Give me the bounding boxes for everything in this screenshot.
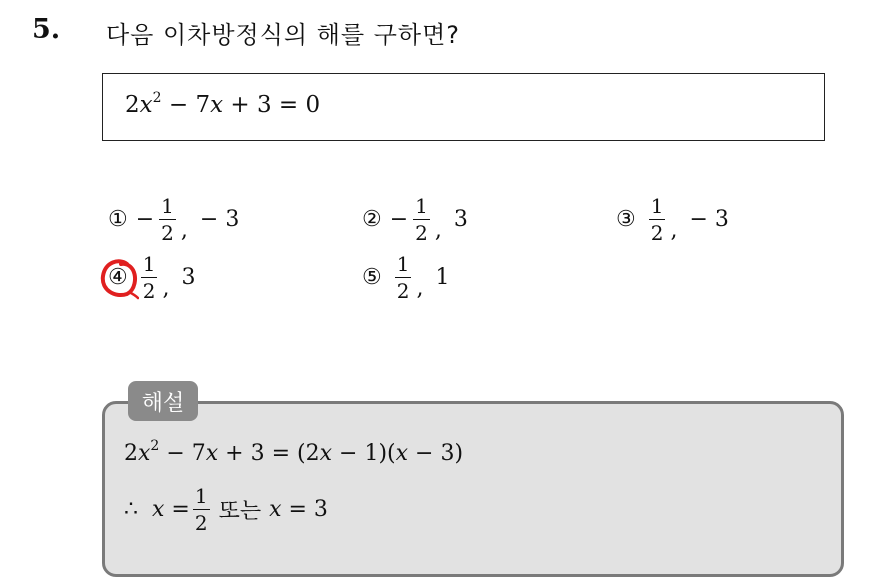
- fraction-bar: [159, 219, 176, 220]
- solution-factorization: $2x^2 - 7x + 3 = (2x - 1)(x - 3)$: [124, 438, 464, 466]
- question-number: 5.: [32, 14, 61, 45]
- choice-1-den: 2: [161, 221, 174, 245]
- choice-3-second: − 3: [689, 207, 729, 232]
- choice-1-second: − 3: [199, 207, 240, 232]
- solution-or: 또는: [218, 499, 262, 524]
- solution-line-2: [124, 486, 328, 533]
- choice-3[interactable]: [616, 196, 729, 243]
- eq-exp: 2: [152, 90, 162, 106]
- solution-den: 2: [194, 511, 208, 535]
- choice-3-num: 1: [650, 194, 664, 218]
- choice-3-den: 2: [650, 221, 664, 245]
- fraction-bar: [649, 219, 666, 220]
- solution-line-1: [124, 438, 464, 466]
- solution-line-2-prefix: ∴ x =: [124, 497, 190, 522]
- equation-box: [102, 73, 825, 141]
- question-text: 다음 이차방정식의 해를 구하면?: [106, 21, 461, 49]
- choice-2-sep: ,: [434, 218, 442, 243]
- choice-5-num: 1: [396, 252, 410, 276]
- choice-2[interactable]: [362, 196, 468, 243]
- choice-2-mark: ②: [362, 207, 382, 232]
- choice-5-mark: ⑤: [362, 265, 382, 290]
- choice-4-sep: ,: [162, 276, 170, 301]
- eq-var2: x: [210, 92, 224, 118]
- choice-1-mark: ①: [108, 207, 128, 232]
- choice-1[interactable]: [108, 196, 239, 243]
- fraction-bar: [395, 277, 412, 278]
- choice-3-sep: ,: [670, 218, 678, 243]
- choice-2-sign: −: [389, 207, 409, 232]
- choice-1-sign: −: [135, 207, 155, 232]
- choice-2-fraction: [413, 196, 430, 243]
- solution-label: 해설: [128, 381, 198, 421]
- fraction-bar: [141, 277, 158, 278]
- solution-line-2-suffix: x = 3: [269, 497, 328, 522]
- choice-4-second: 3: [181, 265, 196, 290]
- choice-3-fraction: [649, 196, 666, 243]
- eq-var: x: [139, 92, 153, 118]
- fraction-bar: [413, 219, 430, 220]
- choice-2-second: 3: [453, 207, 468, 232]
- eq-coef: 2: [125, 92, 140, 118]
- choice-3-mark: ③: [616, 207, 636, 232]
- choice-1-sep: ,: [180, 218, 188, 243]
- equation: [125, 92, 320, 118]
- choice-4-den: 2: [142, 279, 156, 303]
- eq-op1: − 7: [161, 92, 211, 118]
- fraction-bar: [193, 509, 210, 510]
- choice-4-mark: ④: [108, 265, 128, 290]
- choice-1-num: 1: [161, 194, 174, 218]
- choice-2-den: 2: [415, 221, 428, 245]
- choice-5-den: 2: [396, 279, 410, 303]
- choice-4-num: 1: [142, 252, 156, 276]
- choice-4-fraction: [141, 254, 158, 301]
- solution-fraction: [193, 486, 210, 533]
- eq-rest: + 3 = 0: [223, 92, 321, 118]
- choice-5-second: 1: [435, 265, 450, 290]
- choice-5-fraction: [395, 254, 412, 301]
- choice-5[interactable]: [362, 254, 449, 301]
- choice-2-num: 1: [415, 194, 428, 218]
- choice-5-sep: ,: [416, 276, 424, 301]
- choice-1-fraction: [159, 196, 176, 243]
- selected-answer-circle-icon: [99, 256, 139, 300]
- solution-num: 1: [194, 484, 208, 508]
